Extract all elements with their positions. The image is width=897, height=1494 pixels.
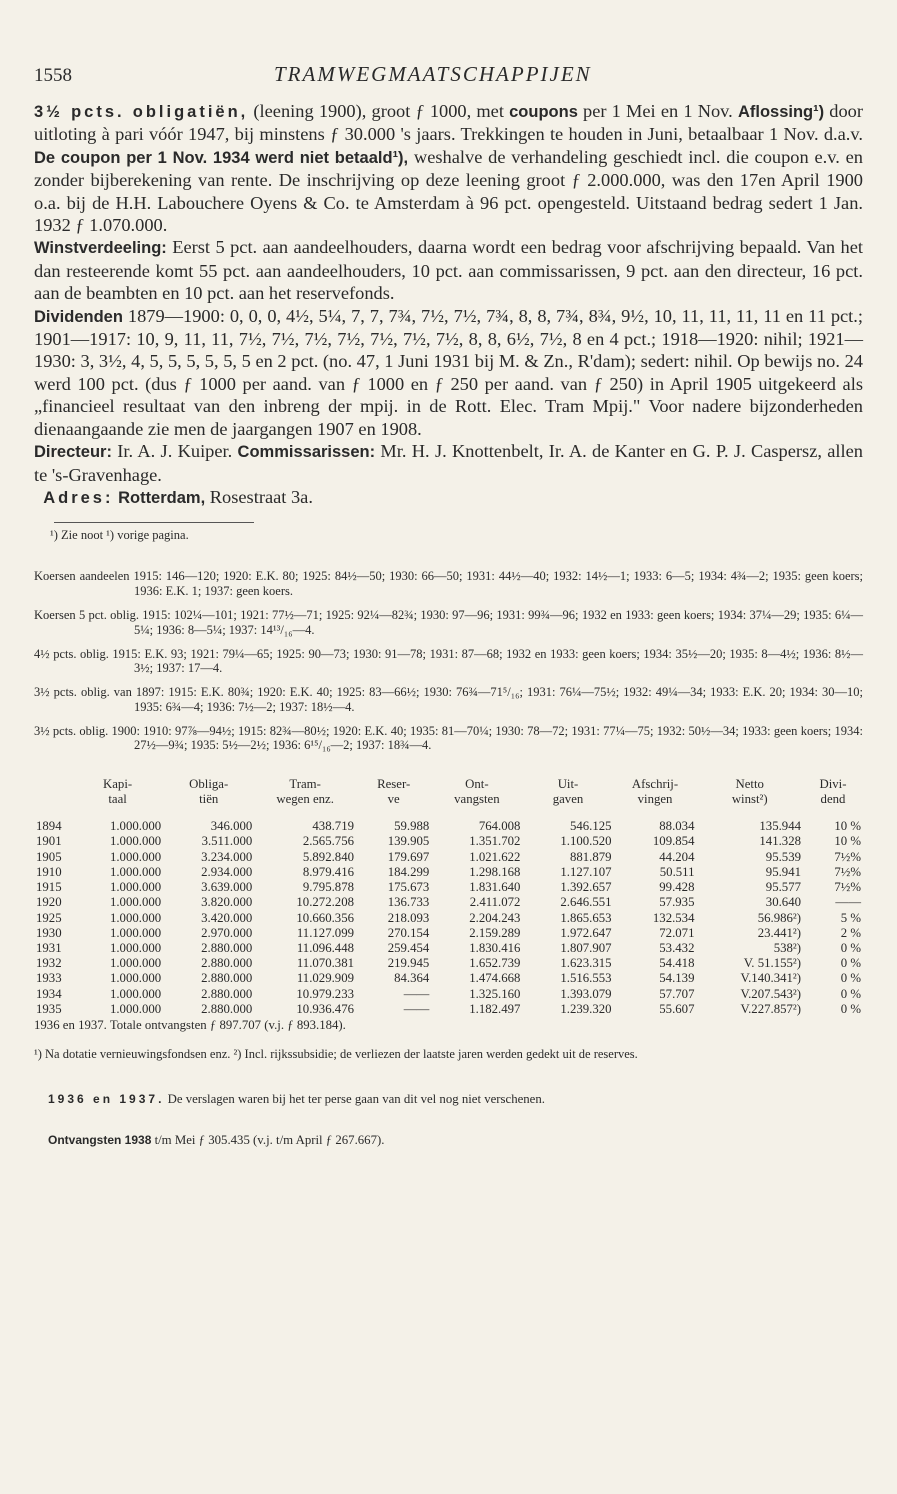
table-cell: 219.945 [387,956,430,971]
koersen-section [34,569,863,753]
koersen-line: Koersen aandeelen 1915: 146—120; 1920: E.K. 80; 1925: 84½—50; 1930: 66—50; 1931: 44½—40; 1932: 14½—1; 1933: 6—5; 1934: 4¾—2; 1935: geen koers; 1936: E.K. 1; 1937: geen koers. [34,569,863,599]
table-cell: 1.000.000 [109,834,162,849]
table-cell: 0 % [840,971,861,986]
table-row [34,834,863,849]
adres-street: Rosestraat 3a. [205,486,313,507]
table-cell: 1.392.657 [560,880,612,895]
table-cell: 2.880.000 [201,986,253,1001]
table-cell: 881.879 [569,849,612,864]
table-cell: 1934 [36,986,62,1001]
totale-ontvangsten: 1936 en 1937. Totale ontvangsten ƒ 897.707 (v.j. ƒ 893.184). [34,1017,346,1032]
table-cell: —— [403,1001,430,1016]
table-cell: 23.441²) [757,925,801,940]
table-cell: 57.935 [659,895,695,910]
column-header [34,777,72,819]
table-cell: 1920 [36,895,62,910]
table-cell: 764.008 [478,819,521,834]
aflossing-label: Aflossing¹) [737,103,825,121]
adres-label: Adres: [43,488,114,507]
table-cell: 11.127.099 [296,925,354,940]
table-cell: 1.393.079 [560,986,612,1001]
coupons-label: coupons [509,103,578,121]
jaar-1936-text: De verslagen waren bij het ter perse gaan van dit vel nog niet verschenen. [164,1091,545,1106]
page-number: 1558 [34,65,72,86]
table-header-row [34,777,863,819]
table-cell: 1.000.000 [109,864,162,879]
dividenden-label: Dividenden [34,307,123,326]
table-cell: 135.944 [759,819,801,834]
table-cell: 1.972.647 [560,925,612,940]
table-cell: 1.000.000 [109,956,162,971]
table-cell: 95.539 [765,849,801,864]
table-cell: 2.880.000 [201,1001,253,1016]
commissarissen-names: Mr. H. J. Knottenbelt, Ir. A. de Kanter en G. P. J. Caspersz, allen te 's-Gravenhage. [34,441,863,485]
table-row [34,819,863,834]
column-header: Ont- vangsten [454,777,500,807]
table-cell: 84.364 [394,971,430,986]
table-cell: 99.428 [659,880,695,895]
table-cell: 1.021.622 [469,849,521,864]
table-cell: 1.000.000 [109,895,162,910]
table-cell: 2.970.000 [201,925,253,940]
table-cell: 132.534 [652,910,695,925]
koersen-line: 3½ pcts. oblig. van 1897: 1915: E.K. 80¾; 1920: E.K. 40; 1925: 83—66½; 1930: 76¾—71⁵/₁₆; 1931: 76¼—75½; 1932: 49¼—34; 1933: E.K. 20; 1934: 30—10; 1935: 6¾—4; 1936: 7½—2; 1937: 18½—4. [34,685,863,714]
footnote-2: ¹) Na dotatie vernieuwingsfondsen enz. ²) Incl. rijkssubsidie; de verliezen der laatste jaren werden gedekt uit de reserves. [34,1046,638,1061]
column-header: Afschrij- vingen [631,777,679,807]
table-cell: 3.639.000 [201,880,253,895]
table-cell: 0 % [840,986,861,1001]
table-cell: 53.432 [659,940,695,955]
table-cell: 2.646.551 [560,895,612,910]
table-cell: 259.454 [387,940,430,955]
table-cell: 11.029.909 [296,971,354,986]
table-cell: 141.328 [759,834,801,849]
obligaties-paragraph [34,100,863,236]
koersen-line: 3½ pcts. oblig. 1900: 1910: 97⅞—94½; 1915: 82¾—80½; 1920: E.K. 40; 1935: 81—70¼; 1930: 78—72; 1931: 77¼—75; 1932: 50½—34; 1933: geen koers; 1934: 27½—9¾; 1935: 5½—2½; 1936: 6¹⁵/₁₆—2; 1937: 18¾—4. [34,723,863,753]
table-cell: 1.474.668 [469,971,521,986]
table-cell: 139.905 [387,834,430,849]
koersen-line: Koersen 5 pct. oblig. 1915: 102¼—101; 1921: 77½—71; 1925: 92¼—82¾; 1930: 97—96; 1931: 99¾—96; 1932 en 1933: geen koers; 1934: 37¼—29; 1935: 6¼—5¼; 1936: 8—5¼; 1937: 14¹³/₁₆—4. [34,607,863,637]
column-header: Netto winst²) [731,777,768,807]
table-row [34,1002,863,1017]
table-cell: 11.070.381 [296,956,354,971]
table-body [34,819,863,1017]
table-cell: 8.979.416 [302,864,354,879]
table-cell: 1905 [36,849,62,864]
table-cell: 5.892.840 [302,849,354,864]
table-cell: 1931 [36,940,62,955]
table-cell: 1.182.497 [469,1001,521,1016]
table-cell: 1.325.160 [469,986,521,1001]
table-cell: 184.299 [387,864,430,879]
ontvangsten-1938-line [34,1133,863,1148]
table-cell: 270.154 [387,925,430,940]
obligaties-body3: door uitloting à pari vóór 1947, bij minstens ƒ 30.000 's jaars. Trekkingen te houden in Juni, betaalbaar 1 Nov. d.a.v. [34,101,863,145]
adres-city: Rotterdam, [118,488,206,507]
table-cell: 2.411.072 [469,895,521,910]
table-cell: 1.000.000 [109,849,162,864]
table-cell: 1.239.320 [560,1001,612,1016]
table-cell: 1.000.000 [109,880,162,895]
table-row [34,956,863,971]
obligaties-body2: per 1 Mei en 1 Nov. [577,101,738,121]
financial-table [34,777,863,1017]
table-cell: 10.979.233 [296,986,354,1001]
table-cell: 1.000.000 [109,925,162,940]
table-cell: 7½% [834,864,861,879]
winstverdeeling-paragraph [34,236,863,304]
winstverdeeling-label: Winstverdeeling: [34,239,167,258]
table-cell: 1.127.107 [560,864,612,879]
table-cell: 59.988 [394,819,430,834]
table-cell: 0 % [840,956,861,971]
table-row [34,926,863,941]
table-cell: 1.000.000 [109,819,162,834]
running-title: TRAMWEGMAATSCHAPPIJEN [274,62,592,86]
table-cell: 10.936.476 [296,1001,354,1016]
table-cell: 1.830.416 [469,940,521,955]
table-cell: 88.034 [659,819,695,834]
table-cell: 1.000.000 [109,971,162,986]
footnote-rule [54,522,254,523]
jaar-1936-label: 1936 en 1937. [48,1091,165,1106]
table-cell: 54.139 [659,971,695,986]
table-cell: 3.420.000 [201,910,253,925]
obligaties-body4: weshalve de verhandeling geschiedt incl. die coupon e.v. en zonder bijberekening van rente. De inschrijving op deze leening groot ƒ 2.000.000, was den 17en April 1900 o.a. bij de H.H. Labouchere Oyens & Co. te Amsterdam à 96 pct. opengesteld. Uitstaand bedrag sedert 1 Jan. 1932 ƒ 1.070.000. [34,146,863,236]
table-row [34,880,863,895]
table-cell: 1910 [36,864,62,879]
column-header: Uit- gaven [552,777,584,807]
table-cell: 10 % [834,819,861,834]
main-text [34,100,863,509]
table-cell: 95.941 [765,864,801,879]
table-cell: 2 % [840,925,861,940]
table-cell: —— [403,986,430,1001]
table-cell: 54.418 [659,956,695,971]
table-cell: 1.100.520 [560,834,612,849]
table-cell: 95.577 [765,880,801,895]
table-cell: —— [835,895,861,910]
table-cell: 72.071 [659,925,695,940]
table-cell: 1930 [36,925,62,940]
table-cell: 2.204.243 [469,910,521,925]
table-cell: 10 % [834,834,861,849]
table-cell: 1.807.907 [560,940,612,955]
obligaties-body1: (leening 1900), groot ƒ 1000, met [248,101,510,121]
table-row [34,941,863,956]
table-cell: 30.640 [765,895,801,910]
ontvangsten-1938-label: Ontvangsten 1938 [48,1132,152,1147]
table-cell: 218.093 [387,910,430,925]
table-cell: 179.697 [387,849,430,864]
table-cell: 9.795.878 [302,880,354,895]
footnote-1: ¹) Zie noot ¹) vorige pagina. [50,528,189,543]
table-cell: 0 % [840,940,861,955]
table-cell: 1894 [36,819,62,834]
column-header: Obliga- tiën [189,777,229,807]
table-cell: 1.652.739 [469,956,521,971]
table-cell: 109.854 [652,834,695,849]
table-cell: 1.000.000 [109,910,162,925]
adres-paragraph [34,486,863,509]
table-cell: 2.880.000 [201,956,253,971]
table-cell: 2.880.000 [201,940,253,955]
table-cell: V.227.857²) [740,1001,801,1016]
jaar-1936-line [34,1092,863,1107]
table-cell: 3.511.000 [201,834,253,849]
table-cell: 175.673 [387,880,430,895]
table-cell: 1932 [36,956,62,971]
table-row [34,971,863,986]
table-row [34,895,863,910]
table-cell: 1.000.000 [109,986,162,1001]
bestuur-paragraph [34,440,863,486]
table-cell: 7½% [834,880,861,895]
table-cell: 1.516.553 [560,971,612,986]
table-cell: 438.719 [312,819,354,834]
commissarissen-label: Commissarissen: [237,443,376,462]
table-cell: 1933 [36,971,62,986]
table-cell: 1901 [36,834,62,849]
table-row [34,850,863,865]
table-cell: 1.000.000 [109,940,162,955]
table-cell: 346.000 [210,819,253,834]
winstverdeeling-text: Eerst 5 pct. aan aandeelhouders, daarna wordt een bedrag voor afschrijving bepaald. Van het dan resteerende komt 55 pct. aan aandeelhouders, 10 pct. aan commissarissen, 9 pct. aan den directeur, 16 pct. aan de beambten en 10 pct. aan het reservefonds. [34,237,863,304]
table-cell: 2.565.756 [302,834,354,849]
table-cell: 1.351.702 [469,834,521,849]
table-cell: 56.986²) [757,910,801,925]
column-header: Kapi- taal [103,777,133,807]
table-row [34,987,863,1002]
table-cell: 10.660.356 [296,910,354,925]
coupon-statement: De coupon per 1 Nov. 1934 werd niet betaald¹), [34,148,409,167]
column-header: Divi- dend [819,777,847,807]
table-cell: 57.707 [659,986,695,1001]
table-cell: 538²) [773,940,801,955]
table-cell: 1.623.315 [560,956,612,971]
table-cell: V.140.341²) [740,971,801,986]
table-cell: 546.125 [569,819,612,834]
directeur-label: Directeur: [34,443,112,462]
table-cell: 1.298.168 [469,864,521,879]
table-cell: 3.234.000 [201,849,253,864]
table-cell: 10.272.208 [296,895,354,910]
table-cell: 7½% [834,849,861,864]
table-cell: V.207.543²) [740,986,801,1001]
table-cell: 1935 [36,1001,62,1016]
table-cell: 5 % [840,910,861,925]
table-cell: 0 % [840,1001,861,1016]
table-cell: V. 51.155²) [743,956,801,971]
table-cell: 1915 [36,880,62,895]
table-cell: 2.159.289 [469,925,521,940]
dividenden-paragraph [34,305,863,440]
obligaties-lead: 3½ pcts. obligatiën, [34,103,249,121]
table-cell: 44.204 [659,849,695,864]
column-header: Reser- ve [377,777,411,807]
koersen-line: 4½ pcts. oblig. 1915: E.K. 93; 1921: 79¼—65; 1925: 90—73; 1930: 91—78; 1931: 87—68; 1932 en 1933: geen koers; 1934: 35½—20; 1935: 8—4½; 1936: 8½—3½; 1937: 17—4. [34,646,863,676]
table-cell: 2.880.000 [201,971,253,986]
table-cell: 1.865.653 [560,910,612,925]
page-header [34,62,863,92]
table-cell: 3.820.000 [201,895,253,910]
table-cell: 1.000.000 [109,1001,162,1016]
dividenden-text: 1879—1900: 0, 0, 0, 4½, 5¼, 7, 7, 7¾, 7½, 7½, 7¾, 8, 8, 7¾, 8¾, 9½, 10, 11, 11, 11, 11 en 11 pct.; 1901—1917: 10, 9, 11, 11, 7½, 7½, 7½, 7½, 7½, 7½, 7½, 8, 8, 6½, 7½, 8 en 4 pct.; 1918—1920: nihil; 1921—1930: 3, 3½, 4, 5, 5, 5, 5, 5, 5 en 2 pct. (no. 47, 1 Juni 1931 bij M. & Zn., R'dam); sedert: nihil. Op bewijs no. 24 werd 100 pct. (dus ƒ 1000 per aand. van ƒ 1000 en ƒ 250 per aand. van ƒ 250) in April 1905 uitgekeerd als „financieel resultaat van den inbreng der mpij. in de Rott. Elec. Tram Mpij." Voor nadere bijzonderheden dienaangaande zie men de jaargangen 1907 en 1908. [34,305,863,439]
table-cell: 2.934.000 [201,864,253,879]
table-cell: 136.733 [387,895,430,910]
column-header: Tram- wegen enz. [276,777,334,807]
ontvangsten-1938-text: t/m Mei ƒ 305.435 (v.j. t/m April ƒ 267.667). [151,1132,385,1147]
table-cell: 55.607 [659,1001,695,1016]
table-row [34,911,863,926]
table-row [34,865,863,880]
table-cell: 1925 [36,910,62,925]
table-cell: 50.511 [659,864,695,879]
directeur-name: Ir. A. J. Kuiper. [111,441,238,462]
table-cell: 1.831.640 [469,880,521,895]
table-cell: 11.096.448 [296,940,354,955]
